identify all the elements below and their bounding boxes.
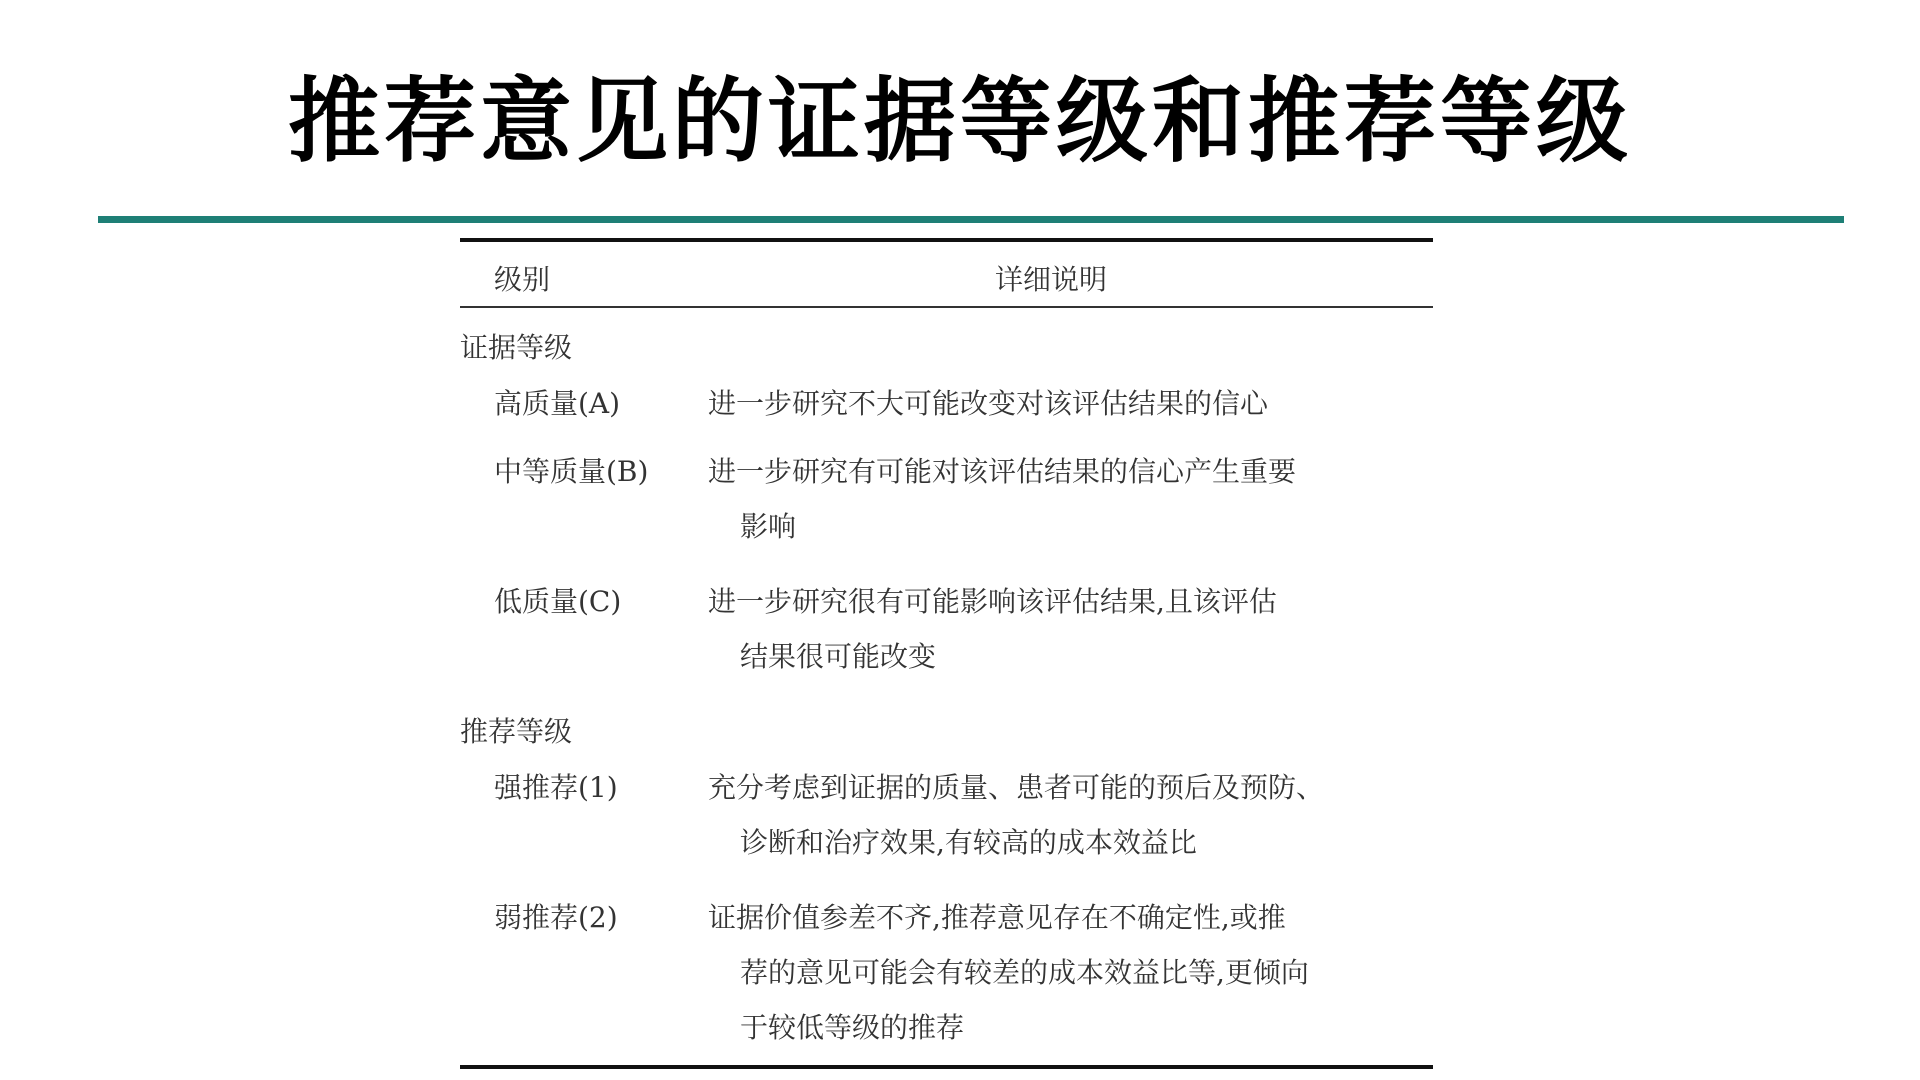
row-level: 中等质量(B) xyxy=(494,455,649,488)
row-level: 强推荐(1) xyxy=(494,771,618,804)
title-divider xyxy=(98,216,1844,223)
page-title: 推荐意见的证据等级和推荐等级 xyxy=(287,68,1632,175)
table-header-row xyxy=(460,242,1433,306)
row-detail-line: 结果很可能改变 xyxy=(740,640,937,673)
grading-table xyxy=(460,238,1433,1069)
row-detail-line: 影响 xyxy=(740,510,797,543)
section-label-text: 证据等级 xyxy=(460,331,573,364)
row-detail xyxy=(708,574,1408,684)
row-level: 高质量(A) xyxy=(494,387,621,420)
header-level: 级别 xyxy=(494,263,551,296)
table-row xyxy=(460,574,1433,684)
row-detail-line: 充分考虑到证据的质量、患者可能的预后及预防、 xyxy=(708,771,1325,804)
header-detail: 详细说明 xyxy=(995,263,1108,296)
row-detail-line: 诊断和治疗效果,有较高的成本效益比 xyxy=(740,826,1197,859)
section-label-text: 推荐等级 xyxy=(460,715,573,748)
row-detail xyxy=(708,890,1408,1055)
row-detail-line: 于较低等级的推荐 xyxy=(740,1011,965,1044)
table-row xyxy=(460,444,1433,554)
row-level: 弱推荐(2) xyxy=(494,901,618,934)
row-detail-line: 证据价值参差不齐,推荐意见存在不确定性,或推 xyxy=(708,901,1286,934)
table-row xyxy=(460,760,1433,870)
row-detail xyxy=(708,444,1408,554)
row-detail-line: 荐的意见可能会有较差的成本效益比等,更倾向 xyxy=(740,956,1309,989)
row-detail xyxy=(708,376,1408,431)
table-bottom-rule xyxy=(460,1065,1433,1069)
row-detail-line: 进一步研究很有可能影响该评估结果,且该评估 xyxy=(708,585,1277,618)
row-detail-line: 进一步研究有可能对该评估结果的信心产生重要 xyxy=(708,455,1297,488)
section-label-evidence xyxy=(460,308,1433,376)
section-label-recommendation xyxy=(460,692,1433,760)
table-row xyxy=(460,376,1433,431)
row-detail xyxy=(708,760,1408,870)
row-detail-line: 进一步研究不大可能改变对该评估结果的信心 xyxy=(708,387,1269,420)
table-row xyxy=(460,890,1433,1055)
row-level: 低质量(C) xyxy=(494,585,622,618)
